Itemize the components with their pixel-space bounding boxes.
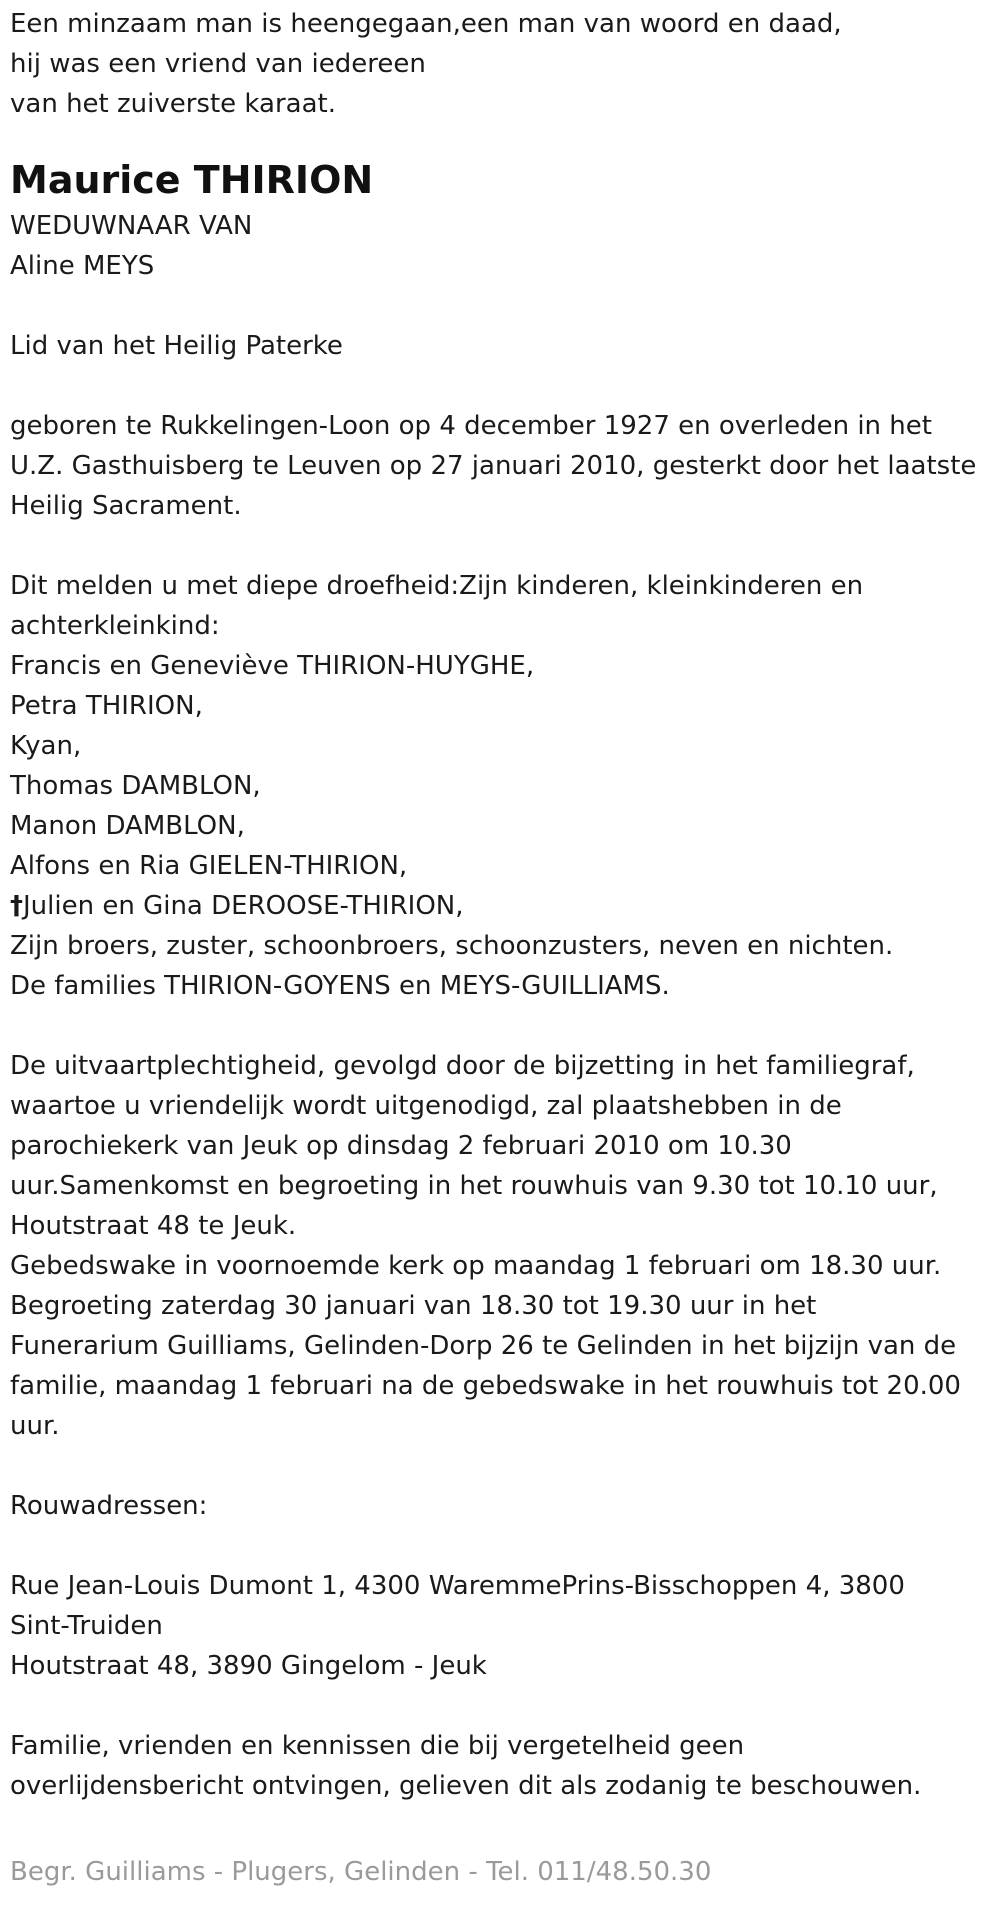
closing-line: Familie, vrienden en kennissen die bij vergetelheid geen <box>10 1731 745 1761</box>
family-member: Manon DAMBLON, <box>10 811 245 841</box>
birth-death-details <box>10 406 995 526</box>
ceremony-details <box>10 1046 995 1446</box>
spacer <box>10 1006 995 1046</box>
announcement-intro: achterkleinkind: <box>10 611 220 641</box>
birth-death-line: Heilig Sacrament. <box>10 491 242 521</box>
family-member: Kyan, <box>10 731 82 761</box>
obituary-notice <box>10 4 995 1806</box>
addresses-heading: Rouwadressen: <box>10 1491 208 1521</box>
address-line: Houtstraat 48, 3890 Gingelom - Jeuk <box>10 1651 487 1681</box>
family-member: Petra THIRION, <box>10 691 203 721</box>
relatives-line: De families THIRION-GOYENS en MEYS-GUILLIAMS. <box>10 971 670 1001</box>
birth-death-line: geboren te Rukkelingen-Loon op 4 december 1927 en overleden in het <box>10 411 932 441</box>
spacer <box>10 366 995 406</box>
ceremony-line: parochiekerk van Jeuk op dinsdag 2 februari 2010 om 10.30 <box>10 1131 792 1161</box>
ceremony-line: Funerarium Guilliams, Gelinden-Dorp 26 te Gelinden in het bijzijn van de <box>10 1331 957 1361</box>
family-member: Alfons en Ria GIELEN-THIRION, <box>10 851 408 881</box>
ceremony-line: waartoe u vriendelijk wordt uitgenodigd, zal plaatshebben in de <box>10 1091 842 1121</box>
spacer <box>10 1446 995 1486</box>
ceremony-line: De uitvaartplechtigheid, gevolgd door de bijzetting in het familiegraf, <box>10 1051 915 1081</box>
membership: Lid van het Heilig Paterke <box>10 331 343 361</box>
family-member: Francis en Geneviève THIRION-HUYGHE, <box>10 651 535 681</box>
closing-note <box>10 1726 995 1806</box>
ceremony-line: uur. <box>10 1411 60 1441</box>
relatives-line: Zijn broers, zuster, schoonbroers, schoonzusters, neven en nichten. <box>10 931 894 961</box>
address-line: Sint-Truiden <box>10 1611 163 1641</box>
mourning-addresses <box>10 1566 995 1686</box>
family-member-deceased <box>10 886 995 926</box>
spacer <box>10 526 995 566</box>
closing-line: overlijdensbericht ontvingen, gelieven dit als zodanig te beschouwen. <box>10 1771 922 1801</box>
ceremony-line: familie, maandag 1 februari na de gebedswake in het rouwhuis tot 20.00 <box>10 1371 961 1401</box>
poem-line: hij was een vriend van iedereen <box>10 49 426 79</box>
poem <box>10 4 995 124</box>
spacer <box>10 1686 995 1726</box>
cross-icon: † <box>10 891 23 921</box>
spacer <box>10 286 995 326</box>
announcement-intro: Dit melden u met diepe droefheid:Zijn kinderen, kleinkinderen en <box>10 571 864 601</box>
widower-label: WEDUWNAAR VAN <box>10 211 253 241</box>
poem-line: van het zuiverste karaat. <box>10 89 336 119</box>
family-member: Thomas DAMBLON, <box>10 771 261 801</box>
family-member-name: Julien en Gina DEROOSE-THIRION, <box>23 891 464 921</box>
ceremony-line: uur.Samenkomst en begroeting in het rouwhuis van 9.30 tot 10.10 uur, <box>10 1171 938 1201</box>
address-line: Rue Jean-Louis Dumont 1, 4300 WaremmePrins-Bisschoppen 4, 3800 <box>10 1571 905 1601</box>
spacer <box>10 1526 995 1566</box>
deceased-name: Maurice THIRION <box>10 158 374 202</box>
ceremony-line: Begroeting zaterdag 30 januari van 18.30 tot 19.30 uur in het <box>10 1291 817 1321</box>
announcement <box>10 566 995 1006</box>
funeral-director-credit: Begr. Guilliams - Plugers, Gelinden - Tel. 011/48.50.30 <box>10 1857 712 1887</box>
poem-line: Een minzaam man is heengegaan,een man van woord en daad, <box>10 9 842 39</box>
ceremony-line: Houtstraat 48 te Jeuk. <box>10 1211 297 1241</box>
birth-death-line: U.Z. Gasthuisberg te Leuven op 27 januari 2010, gesterkt door het laatste <box>10 451 977 481</box>
ceremony-line: Gebedswake in voornoemde kerk op maandag 1 februari om 18.30 uur. <box>10 1251 942 1281</box>
spouse-name: Aline MEYS <box>10 251 155 281</box>
